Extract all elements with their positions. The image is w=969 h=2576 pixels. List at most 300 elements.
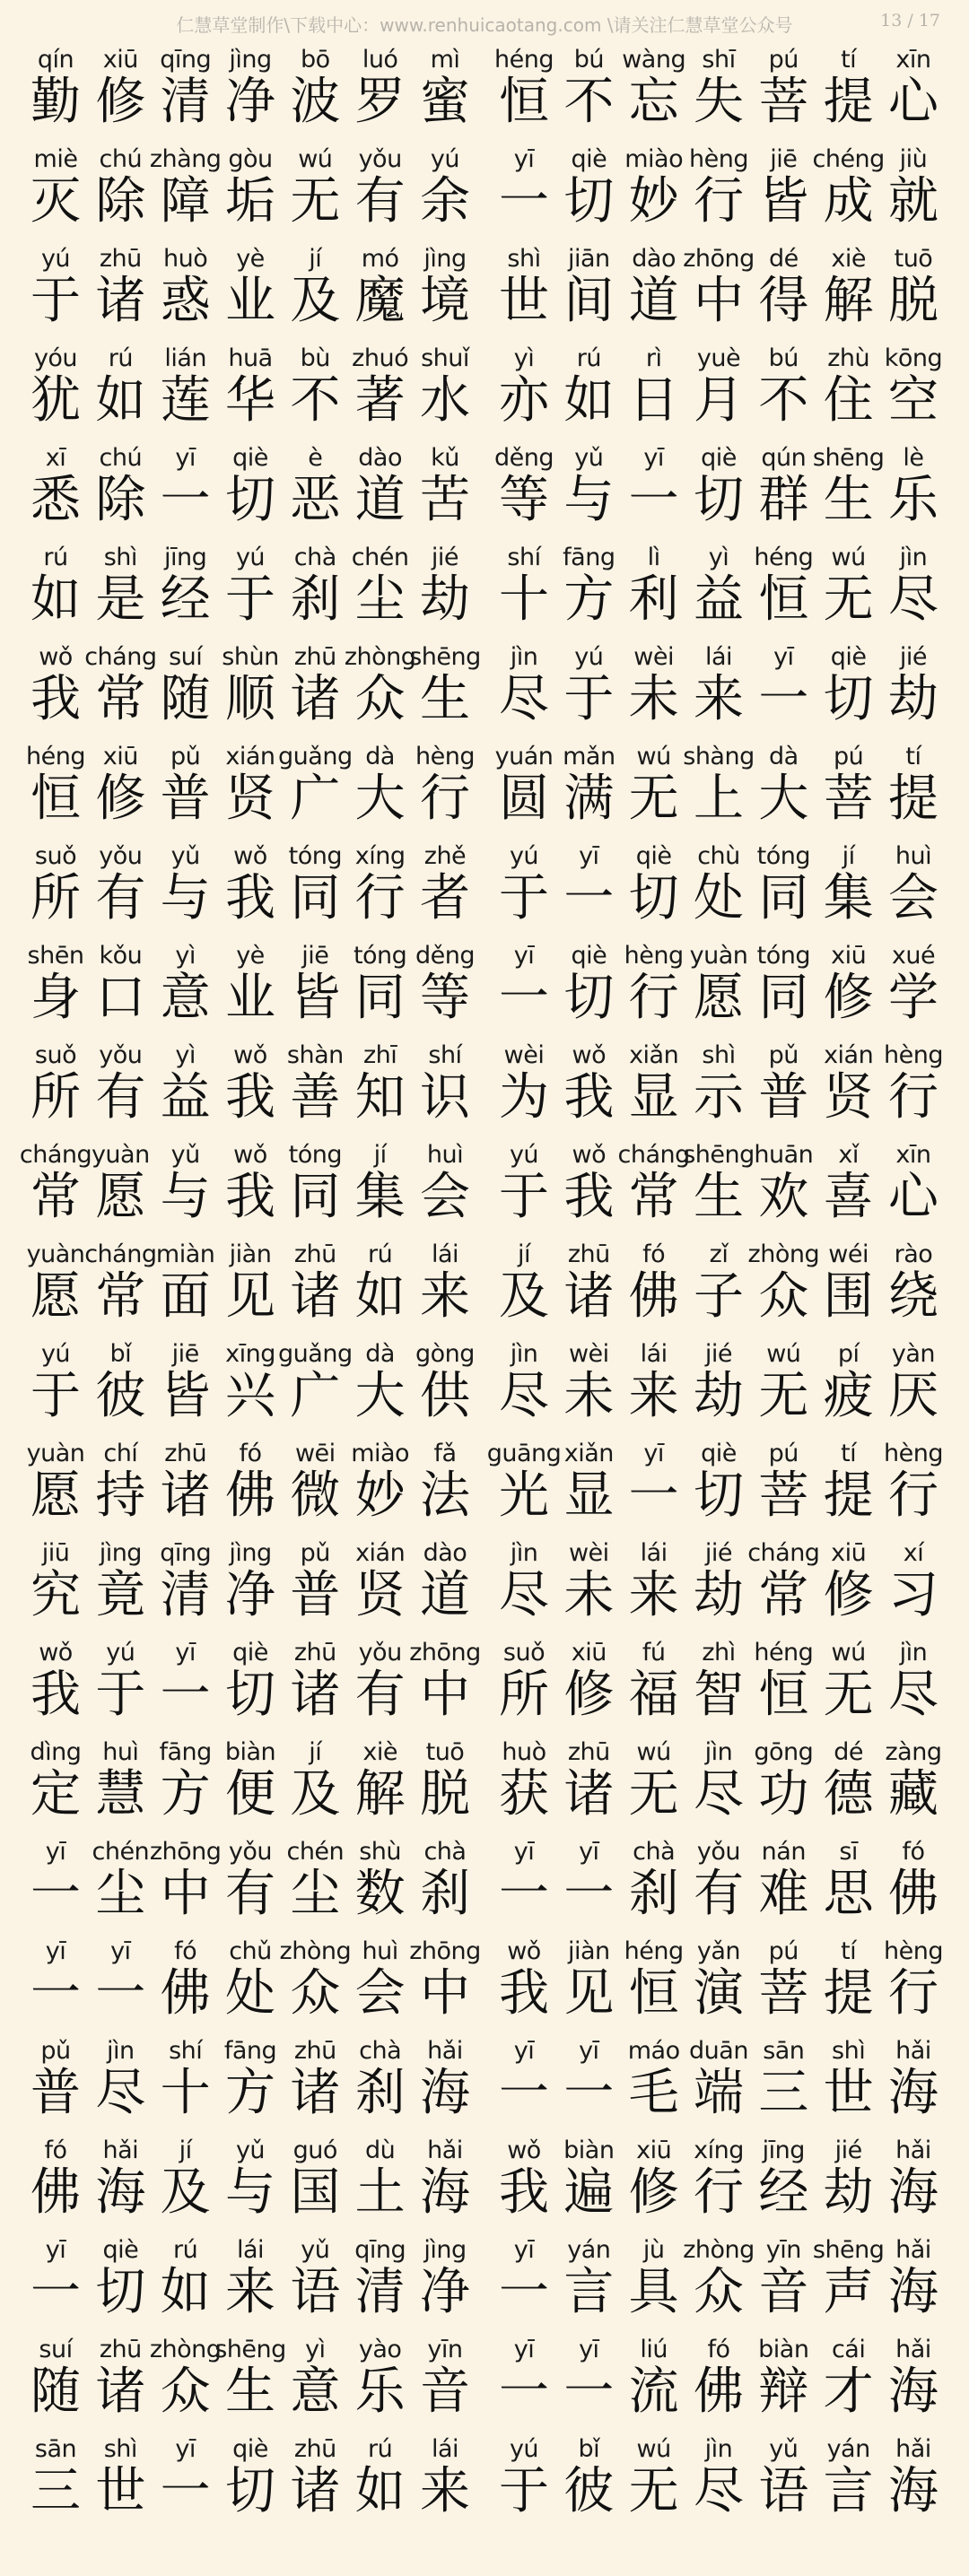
pinyin: zhòng [747,1240,820,1268]
hanzi: 切 [95,2263,146,2321]
pinyin: tí [841,46,857,74]
hanzi: 一 [563,2363,615,2421]
pinyin: wǒ [39,643,73,671]
hanzi: 海 [95,2163,146,2222]
pinyin: jí [373,1141,387,1169]
pinyin: yào [358,2336,402,2363]
pinyin: xīng [225,1340,275,1368]
character-cell [885,1533,942,1624]
pinyin: yī [643,1440,664,1467]
pinyin: bú [573,46,604,74]
hanzi: 我 [563,1168,615,1226]
hanzi: 尘 [95,1865,146,1923]
hanzi: 提 [823,1466,874,1525]
pinyin: gōng [754,1738,814,1766]
pinyin: kǒu [99,942,143,970]
pinyin: zhū [293,2435,336,2463]
character-cell [286,836,344,927]
hanzi: 演 [693,1964,744,2023]
pinyin: huò [163,245,208,273]
character-cell [820,1732,877,1823]
pinyin: wú [831,1639,866,1667]
character-cell [625,1931,683,2023]
pinyin: qiè [635,842,672,870]
character-cell [27,1931,84,2023]
hanzi: 方 [160,1765,211,1823]
hanzi: 苦 [419,471,470,529]
hanzi: 亦 [499,371,549,430]
character-cell [409,637,481,728]
hanzi: 劫 [693,1367,744,1425]
verse-line [27,936,474,1035]
page-number: 13 / 17 [880,11,940,30]
hanzi: 诸 [290,2462,341,2520]
pinyin: tóng [353,942,407,970]
hanzi: 我 [31,670,81,728]
character-cell [560,338,617,430]
pinyin: wú [766,1340,801,1368]
character-cell [286,1135,344,1226]
character-cell [755,1931,812,2023]
pinyin: yú [430,145,460,173]
pinyin: lái [431,2435,458,2463]
hanzi: 及 [290,1765,341,1823]
verse-line [495,1035,942,1135]
hanzi: 辩 [758,2363,809,2421]
hanzi: 乐 [887,471,938,529]
pinyin: fǎ [433,1440,457,1467]
hanzi: 来 [224,2263,275,2321]
pinyin: shēng [812,444,885,472]
character-cell [885,139,942,231]
verse-line [27,1035,474,1135]
pinyin: xiū [831,942,867,970]
pinyin: dé [768,245,799,273]
verse-line [27,537,474,637]
pinyin: hǎi [427,2137,463,2164]
character-cell [157,338,214,430]
character-cell [495,637,553,728]
hanzi: 诸 [290,1666,341,1724]
pinyin: lián [164,344,206,372]
hanzi: 不 [758,371,809,430]
hanzi: 心 [887,1168,938,1226]
pinyin: zhì [702,1639,736,1667]
character-cell [92,2230,149,2321]
pinyin: tóng [756,942,810,970]
verse-line [27,139,474,239]
pinyin: shì [832,2037,866,2065]
hanzi: 与 [563,471,615,529]
character-cell [279,1931,352,2023]
character-cell [157,1433,214,1525]
hanzi: 微 [290,1466,341,1525]
pinyin: zhōng [149,1838,222,1866]
character-cell [690,2130,747,2222]
character-cell [885,1334,942,1425]
character-cell [92,836,149,927]
pinyin: bú [768,344,799,372]
pinyin: lái [640,1340,668,1368]
character-cell [416,2130,474,2222]
character-cell [885,936,942,1027]
character-cell [625,1234,683,1326]
character-cell [27,1832,84,1923]
character-cell [885,2031,942,2122]
character-cell [222,2031,279,2122]
hanzi: 切 [224,1666,275,1724]
hanzi: 究 [31,1566,81,1624]
hanzi: 来 [693,670,744,728]
hanzi: 众 [693,2263,744,2321]
hanzi: 劫 [887,670,938,728]
character-cell [885,1931,942,2023]
pinyin: qín [37,46,74,74]
pinyin: wēi [294,1440,336,1467]
character-cell [409,1931,481,2023]
hanzi: 除 [95,172,146,231]
hanzi: 及 [290,272,341,330]
pinyin: zhòng [149,2336,222,2363]
character-cell [625,1433,683,1525]
pinyin: wú [636,1738,671,1766]
character-cell [352,1035,409,1127]
character-cell [820,239,877,330]
character-cell [352,1832,409,1923]
character-cell [560,836,617,927]
pinyin: pǔ [300,1539,330,1567]
pinyin: shēng [214,2336,286,2363]
character-cell [27,239,84,330]
hanzi: 一 [499,2263,549,2321]
character-cell [560,1732,617,1823]
hanzi: 普 [31,2064,81,2122]
character-cell [690,139,747,231]
character-cell [690,338,747,430]
character-cell [352,2230,409,2321]
hanzi: 我 [224,1068,275,1127]
character-cell [625,338,683,430]
hanzi: 与 [224,2163,275,2222]
character-cell [286,2130,344,2222]
hanzi: 佛 [887,1865,938,1923]
hanzi: 刹 [290,570,341,629]
hanzi: 一 [31,2263,81,2321]
character-cell [625,1632,683,1724]
hanzi: 会 [419,1168,470,1226]
hanzi: 尽 [95,2064,146,2122]
hanzi: 众 [160,2363,211,2421]
character-cell [683,239,755,330]
pinyin: zhū [293,1240,336,1268]
pinyin: hǎi [895,2037,931,2065]
character-cell [495,139,553,231]
hanzi: 水 [419,371,470,430]
pinyin: dé [834,1738,864,1766]
hanzi: 生 [419,670,470,728]
pinyin: dào [632,245,676,273]
hanzi: 修 [823,969,874,1027]
pinyin: duān [689,2037,748,2065]
pinyin: zhōng [683,245,755,273]
character-cell [625,2429,683,2520]
pinyin: yán [567,2236,611,2264]
hanzi: 常 [31,1168,81,1226]
pinyin: chéng [812,145,885,173]
pinyin: xián [355,1539,406,1567]
pinyin: yī [45,1838,66,1866]
pinyin: zhū [293,1639,336,1667]
character-cell [92,537,149,629]
character-cell [222,1931,279,2023]
hanzi: 一 [563,869,615,927]
pinyin: yǔ [769,2435,799,2463]
hanzi: 众 [290,1964,341,2023]
character-cell [222,1035,279,1127]
pinyin: dà [365,1340,395,1368]
pinyin: pú [834,743,864,770]
hanzi: 愿 [31,1267,81,1326]
pinyin: wǒ [507,2137,541,2164]
pinyin: huì [895,842,932,870]
pinyin: pǔ [768,1041,799,1069]
pinyin: wǒ [233,842,267,870]
pinyin: hǎi [895,2137,931,2164]
hanzi: 惑 [160,272,211,330]
pinyin: zhū [164,1440,207,1467]
hanzi: 世 [499,272,549,330]
character-cell [222,1632,279,1724]
pinyin: bō [300,46,330,74]
pinyin: yì [708,544,729,571]
hanzi: 十 [499,570,549,629]
character-cell [625,2329,683,2421]
pinyin: shì [507,245,541,273]
character-cell [157,39,214,131]
character-cell [92,2429,149,2520]
pinyin: rào [894,1240,933,1268]
hanzi: 与 [160,869,211,927]
hanzi: 恒 [758,570,809,629]
pinyin: biàn [758,2336,809,2363]
hanzi: 处 [693,869,744,927]
pinyin: yī [579,842,599,870]
hanzi: 行 [693,172,744,231]
verse-line [495,836,942,936]
pinyin: jìng [423,2236,467,2264]
hanzi: 有 [95,869,146,927]
hanzi: 无 [628,770,679,828]
character-cell [755,1832,812,1923]
character-cell [820,1035,877,1127]
character-cell [352,438,409,529]
hanzi: 大 [758,770,809,828]
hanzi: 华 [224,371,275,430]
character-cell [92,139,149,231]
pinyin: xīn [895,46,931,74]
character-cell [820,1632,877,1724]
character-cell [92,1035,149,1127]
hanzi: 于 [31,1367,81,1425]
character-cell [683,1135,755,1226]
character-cell [27,936,84,1027]
hanzi: 经 [160,570,211,629]
character-cell [617,1135,690,1226]
character-cell [157,1732,214,1823]
character-cell [416,1035,474,1127]
hanzi: 世 [823,2064,874,2122]
hanzi: 满 [563,770,615,828]
pinyin: jìn [899,544,928,571]
character-cell [625,1832,683,1923]
hanzi: 菩 [758,73,809,131]
character-cell [92,1433,149,1525]
verse-line [27,1234,474,1334]
hanzi: 道 [354,471,406,529]
verse-line [27,2031,474,2130]
hanzi: 集 [823,869,874,927]
hanzi: 修 [628,2163,679,2222]
hanzi: 海 [887,2263,938,2321]
hanzi: 一 [160,471,211,529]
character-cell [885,39,942,131]
character-cell [560,1533,617,1624]
pinyin: yuàn [91,1141,150,1169]
character-cell [416,338,474,430]
hanzi: 余 [419,172,470,231]
character-cell [755,338,812,430]
character-cell [416,438,474,529]
character-cell [222,736,279,828]
pinyin: tí [841,1440,857,1467]
character-cell [622,39,686,131]
hanzi: 蜜 [419,73,470,131]
hanzi: 一 [563,2064,615,2122]
pinyin: zhòng [683,2236,755,2264]
character-cell [560,1334,617,1425]
pinyin: fó [902,1838,925,1866]
pinyin: shēng [409,643,481,671]
character-cell [625,836,683,927]
character-cell [885,1732,942,1823]
character-cell [286,637,344,728]
pinyin: qīng [160,1539,212,1567]
character-cell [820,736,877,828]
verse-line [495,1931,942,2031]
character-cell [286,2429,344,2520]
hanzi: 业 [224,272,275,330]
pinyin: pǔ [40,2037,71,2065]
character-cell [222,139,279,231]
pinyin: yī [513,145,535,173]
hanzi: 及 [499,1267,549,1326]
pinyin: qiè [102,2236,139,2264]
pinyin: yǒu [696,1838,741,1866]
verse-line [486,1433,943,1533]
hanzi: 众 [758,1267,809,1326]
character-cell [286,438,344,529]
verse-line [495,637,942,736]
hanzi: 切 [823,670,874,728]
pinyin: fāng [159,1738,212,1766]
character-cell [157,1234,214,1326]
hanzi: 清 [160,73,211,131]
hanzi: 清 [354,2263,406,2321]
pinyin: xǐ [838,1141,859,1169]
pinyin: xiū [831,1539,867,1567]
pinyin: yǒu [99,842,143,870]
hanzi: 慧 [95,1765,146,1823]
pinyin: jiē [770,145,798,173]
pinyin: yè [236,245,265,273]
pinyin: jí [517,1240,530,1268]
hanzi: 恒 [628,1964,679,2023]
hanzi: 妙 [354,1466,406,1525]
pinyin: pú [768,1937,799,1965]
character-cell [755,139,812,231]
hanzi: 一 [31,1964,81,2023]
character-cell [286,1832,344,1923]
hanzi: 有 [95,1068,146,1127]
character-cell [625,2130,683,2222]
character-cell [416,1533,474,1624]
pinyin: rú [576,344,601,372]
character-cell [625,2031,683,2122]
hanzi: 生 [693,1168,744,1226]
character-cell [222,637,279,728]
pinyin: yī [45,1937,66,1965]
hanzi: 未 [563,1566,615,1624]
verse-line [495,139,942,239]
pinyin: cháng [84,643,157,671]
character-cell [149,2329,222,2421]
character-cell [27,2230,84,2321]
hanzi: 得 [758,272,809,330]
pinyin: zhū [567,1738,610,1766]
pinyin: yī [45,2236,66,2264]
character-cell [27,438,84,529]
pinyin: tí [905,743,921,770]
pinyin: yī [513,942,535,970]
hanzi: 海 [887,2462,938,2520]
hanzi: 常 [628,1168,679,1226]
pinyin: yī [579,2336,599,2363]
hanzi: 欢 [758,1168,809,1226]
character-cell [27,1533,84,1624]
pinyin: héng [26,743,85,770]
pinyin: yán [826,2435,870,2463]
character-cell [690,2429,747,2520]
hanzi: 遍 [563,2163,615,2222]
character-cell [92,2130,149,2222]
pinyin: pǔ [170,743,201,770]
hanzi: 皆 [290,969,341,1027]
hanzi: 尘 [290,1865,341,1923]
character-cell [157,1334,214,1425]
hanzi: 我 [563,1068,615,1127]
character-cell [690,2031,747,2122]
character-cell [27,736,84,828]
verse-line [495,1135,942,1234]
hanzi: 如 [31,570,81,629]
character-cell [222,438,279,529]
hanzi: 言 [823,2462,874,2520]
character-cell [495,338,553,430]
pinyin: zhī [362,1041,397,1069]
pinyin: yī [643,444,664,472]
pinyin: rú [368,2435,393,2463]
pinyin: shí [169,2037,203,2065]
